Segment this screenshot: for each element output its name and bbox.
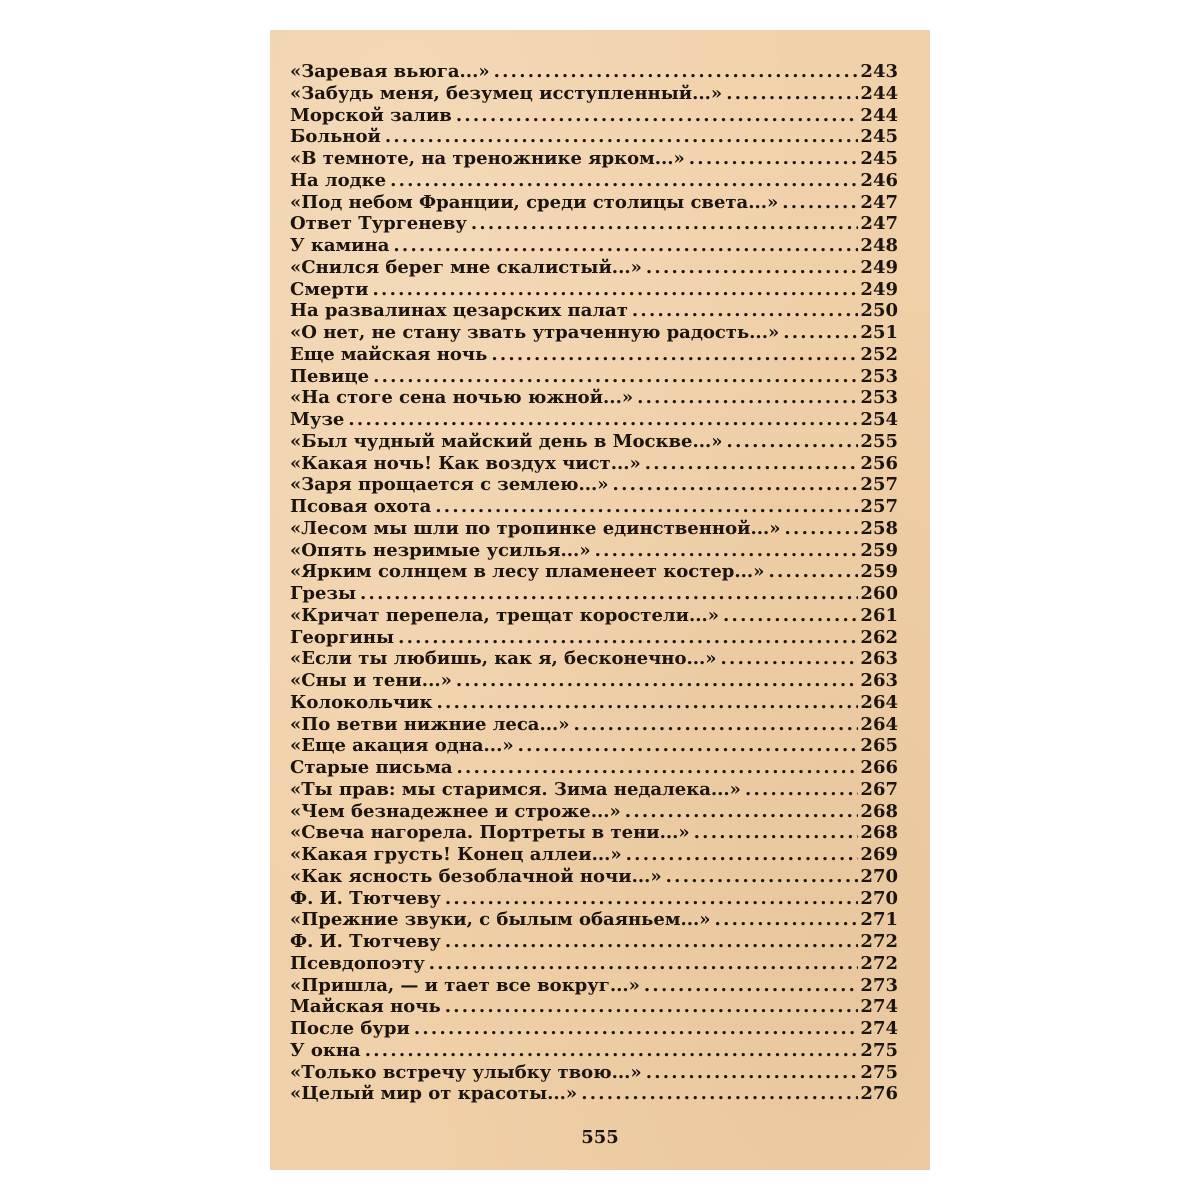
toc-entry-page: 261: [860, 604, 898, 626]
toc-entry-title: Колокольчик: [290, 691, 433, 713]
toc-entry: [290, 909, 898, 931]
toc-entry-title: Морской залив: [290, 104, 452, 126]
toc-entry-page: 253: [860, 387, 898, 409]
toc-entry-page: 268: [860, 800, 898, 822]
toc-entry: [290, 453, 898, 475]
toc-entry: [290, 387, 898, 409]
toc-entry-page: 254: [860, 409, 898, 430]
toc-entry-page: 256: [860, 452, 898, 474]
toc-entry-title: «Лесом мы шли по тропинке единственной...»: [290, 517, 781, 539]
toc-entry: [290, 148, 898, 170]
dot-leader: [632, 300, 858, 322]
toc-entry: [290, 213, 898, 235]
toc-entry-title: «Пришла, — и тает все вокруг...»: [290, 974, 640, 996]
toc-entry: [290, 409, 898, 431]
toc-entry-page: 247: [860, 191, 898, 213]
toc-entry: [290, 126, 898, 148]
toc-entry-title: Георгины: [290, 626, 395, 648]
toc-entry: [290, 192, 898, 214]
dot-leader: [457, 757, 859, 779]
toc-entry-title: Смерти: [290, 278, 369, 300]
dot-leader: [445, 888, 858, 910]
dot-leader: [385, 126, 858, 148]
dot-leader: [581, 1083, 858, 1105]
toc-entry-title: «Забудь меня, безумец исступленный...»: [290, 82, 723, 104]
toc-entry: [290, 300, 898, 322]
toc-entry-page: 271: [860, 909, 898, 931]
toc-entry-page: 243: [860, 61, 898, 82]
dot-leader: [613, 474, 858, 496]
dot-leader: [365, 1040, 858, 1062]
toc-entry-title: На лодке: [290, 169, 387, 191]
toc-entry: [290, 1083, 898, 1105]
page-number: 555: [581, 1127, 619, 1148]
toc-entry-page: 274: [860, 1018, 898, 1039]
toc-entry-page: 247: [860, 213, 898, 235]
book-page: [270, 30, 930, 1170]
toc-entry: [290, 801, 898, 823]
toc-entry: [290, 627, 898, 649]
toc-entry-page: 272: [860, 952, 898, 974]
toc-entry: [290, 757, 898, 779]
dot-leader: [471, 213, 858, 235]
toc-entry-title: Ф. И. Тютчеву: [290, 931, 441, 952]
toc-entry-page: 267: [860, 778, 898, 800]
toc-entry-title: «Целый мир от красоты...»: [290, 1083, 578, 1105]
toc-entry-page: 275: [860, 1039, 898, 1061]
toc-entry-title: Ф. И. Тютчеву: [290, 887, 441, 909]
dot-leader: [429, 953, 858, 975]
toc-entry-title: «Только встречу улыбку твою...»: [290, 1061, 642, 1083]
toc-entry: [290, 431, 898, 453]
toc-entry-title: Грезы: [290, 583, 356, 604]
toc-entry-page: 248: [860, 235, 898, 256]
toc-entry-title: «По ветви нижние леса...»: [290, 713, 570, 735]
toc-entry-page: 273: [860, 974, 898, 996]
toc-entry-title: «На стоге сена ночью южной...»: [290, 387, 634, 409]
toc-entry: [290, 257, 898, 279]
dot-leader: [726, 83, 858, 105]
toc-entry-page: 269: [860, 844, 898, 865]
dot-leader: [637, 387, 858, 409]
toc-entry: [290, 83, 898, 105]
dot-leader: [644, 975, 858, 997]
toc-entry-page: 257: [860, 496, 898, 517]
toc-entry-page: 259: [860, 561, 898, 583]
dot-leader: [645, 453, 858, 475]
toc-entry-title: На развалинах цезарских палат: [290, 300, 628, 322]
toc-entry: [290, 518, 898, 540]
toc-entry: [290, 844, 898, 866]
toc-entry-title: «Кричат перепела, трещат коростели...»: [290, 604, 720, 626]
toc-entry: [290, 605, 898, 627]
toc-entry-title: «Заря прощается с землею...»: [290, 474, 609, 496]
toc-entry: [290, 105, 898, 127]
toc-entry: [290, 714, 898, 736]
dot-leader: [625, 801, 858, 823]
toc-entry-page: 270: [860, 865, 898, 887]
toc-entry-page: 249: [860, 256, 898, 278]
dot-leader: [782, 192, 858, 214]
toc-entry-title: «О нет, не стану звать утраченную радость...»: [290, 322, 780, 343]
dot-leader: [666, 866, 858, 888]
dot-leader: [727, 431, 858, 453]
toc-entry-title: Еще майская ночь: [290, 343, 488, 365]
dot-leader: [518, 735, 858, 757]
dot-leader: [414, 1018, 858, 1040]
toc-entry-page: 252: [860, 343, 898, 365]
toc-entry-page: 270: [860, 887, 898, 909]
toc-entry-title: «Сны и тени...»: [290, 670, 452, 691]
dot-leader: [360, 583, 858, 605]
toc-entry: [290, 279, 898, 301]
dot-leader: [646, 257, 858, 279]
toc-entry: [290, 1018, 898, 1040]
dot-leader: [348, 409, 858, 431]
dot-leader: [723, 605, 858, 627]
dot-leader: [694, 822, 858, 844]
toc-entry: [290, 561, 898, 583]
toc-entry-title: «Чем безнадежнее и строже...»: [290, 800, 621, 822]
toc-entry-page: 262: [860, 626, 898, 648]
dot-leader: [689, 148, 858, 170]
dot-leader: [435, 496, 858, 518]
toc-entry: [290, 866, 898, 888]
table-of-contents: [290, 61, 898, 1105]
toc-entry: [290, 1040, 898, 1062]
toc-entry: [290, 61, 898, 83]
toc-entry: [290, 540, 898, 562]
toc-entry-page: 253: [860, 365, 898, 387]
toc-entry: [290, 975, 898, 997]
toc-entry: [290, 931, 898, 953]
toc-entry-page: 245: [860, 126, 898, 148]
dot-leader: [785, 518, 859, 540]
toc-entry: [290, 1062, 898, 1084]
toc-entry-title: У камина: [290, 235, 390, 256]
dot-leader: [745, 779, 858, 801]
toc-entry-title: После бури: [290, 1018, 410, 1039]
toc-entry: [290, 692, 898, 714]
dot-leader: [491, 344, 858, 366]
toc-entry-title: «Под небом Франции, среди столицы света...»: [290, 191, 779, 213]
toc-entry: [290, 366, 898, 388]
toc-entry-title: Псевдопоэту: [290, 952, 425, 974]
toc-entry-page: 260: [860, 583, 898, 604]
toc-entry-page: 272: [860, 931, 898, 952]
toc-entry-title: «В темноте, на треножнике ярком...»: [290, 148, 685, 169]
toc-entry-page: 264: [860, 691, 898, 713]
toc-entry-page: 245: [860, 148, 898, 169]
toc-entry-title: «Как ясность безоблачной ночи...»: [290, 865, 662, 887]
toc-entry-title: «Ты прав: мы старимся. Зима недалека...»: [290, 778, 741, 800]
toc-entry-title: У окна: [290, 1039, 361, 1061]
dot-leader: [437, 692, 858, 714]
toc-entry-title: «Какая грусть! Конец аллеи...»: [290, 844, 622, 865]
toc-entry-page: 244: [860, 104, 898, 126]
toc-entry: [290, 235, 898, 257]
toc-entry-title: Певице: [290, 365, 370, 387]
toc-entry: [290, 735, 898, 757]
toc-entry-page: 265: [860, 735, 898, 757]
toc-entry-page: 246: [860, 169, 898, 191]
toc-entry: [290, 648, 898, 670]
dot-leader: [373, 279, 858, 301]
toc-entry-page: 276: [860, 1083, 898, 1105]
dot-leader: [494, 61, 858, 83]
toc-entry: [290, 822, 898, 844]
dot-leader: [456, 670, 858, 692]
toc-entry-page: 275: [860, 1061, 898, 1083]
toc-entry-page: 255: [860, 430, 898, 452]
toc-entry-page: 266: [860, 757, 898, 778]
toc-entry-page: 274: [860, 996, 898, 1018]
toc-entry-page: 244: [860, 82, 898, 104]
dot-leader: [445, 996, 858, 1018]
dot-leader: [783, 322, 858, 344]
toc-entry-title: Музе: [290, 409, 345, 430]
toc-entry-page: 249: [860, 278, 898, 300]
dot-leader: [373, 366, 858, 388]
toc-entry-page: 264: [860, 713, 898, 735]
toc-entry-title: «Если ты любишь, как я, бесконечно...»: [290, 648, 717, 670]
toc-entry: [290, 170, 898, 192]
toc-entry-title: «Ярким солнцем в лесу пламенеет костер...»: [290, 561, 765, 583]
toc-entry-title: «Был чудный майский день в Москве...»: [290, 430, 723, 452]
toc-entry-title: Старые письма: [290, 757, 453, 778]
toc-entry-page: 258: [860, 517, 898, 539]
toc-entry: [290, 583, 898, 605]
dot-leader: [574, 714, 858, 736]
toc-entry-page: 257: [860, 474, 898, 496]
dot-leader: [393, 235, 858, 257]
toc-entry: [290, 953, 898, 975]
toc-entry: [290, 888, 898, 910]
dot-leader: [456, 105, 858, 127]
toc-entry-title: «Еще акация одна...»: [290, 735, 514, 757]
dot-leader: [398, 627, 858, 649]
dot-leader: [445, 931, 858, 953]
toc-entry-title: «Заревая вьюга...»: [290, 61, 490, 82]
toc-entry-title: «Прежние звуки, с былым обаяньем...»: [290, 909, 711, 931]
toc-entry-title: Майская ночь: [290, 996, 441, 1018]
toc-entry-title: «Снился берег мне скалистый...»: [290, 256, 642, 278]
toc-entry: [290, 344, 898, 366]
toc-entry: [290, 322, 898, 344]
toc-entry-title: Больной: [290, 126, 381, 148]
toc-entry: [290, 496, 898, 518]
toc-entry-title: Псовая охота: [290, 496, 432, 517]
toc-entry: [290, 779, 898, 801]
dot-leader: [646, 1062, 858, 1084]
dot-leader: [626, 844, 858, 866]
toc-entry-page: 268: [860, 822, 898, 844]
toc-entry-page: 263: [860, 670, 898, 691]
dot-leader: [721, 648, 858, 670]
toc-entry-page: 251: [860, 322, 898, 343]
toc-entry-page: 263: [860, 648, 898, 670]
toc-entry: [290, 996, 898, 1018]
dot-leader: [715, 909, 858, 931]
toc-entry-page: 259: [860, 539, 898, 561]
toc-entry: [290, 670, 898, 692]
toc-entry: [290, 474, 898, 496]
toc-entry-title: «Какая ночь! Как воздух чист...»: [290, 452, 641, 474]
dot-leader: [768, 561, 858, 583]
toc-entry-title: «Опять незримые усилья...»: [290, 539, 591, 561]
toc-entry-title: Ответ Тургеневу: [290, 213, 467, 235]
dot-leader: [595, 540, 858, 562]
dot-leader: [390, 170, 858, 192]
toc-entry-title: «Свеча нагорела. Портреты в тени...»: [290, 822, 690, 844]
toc-entry-page: 250: [860, 300, 898, 322]
